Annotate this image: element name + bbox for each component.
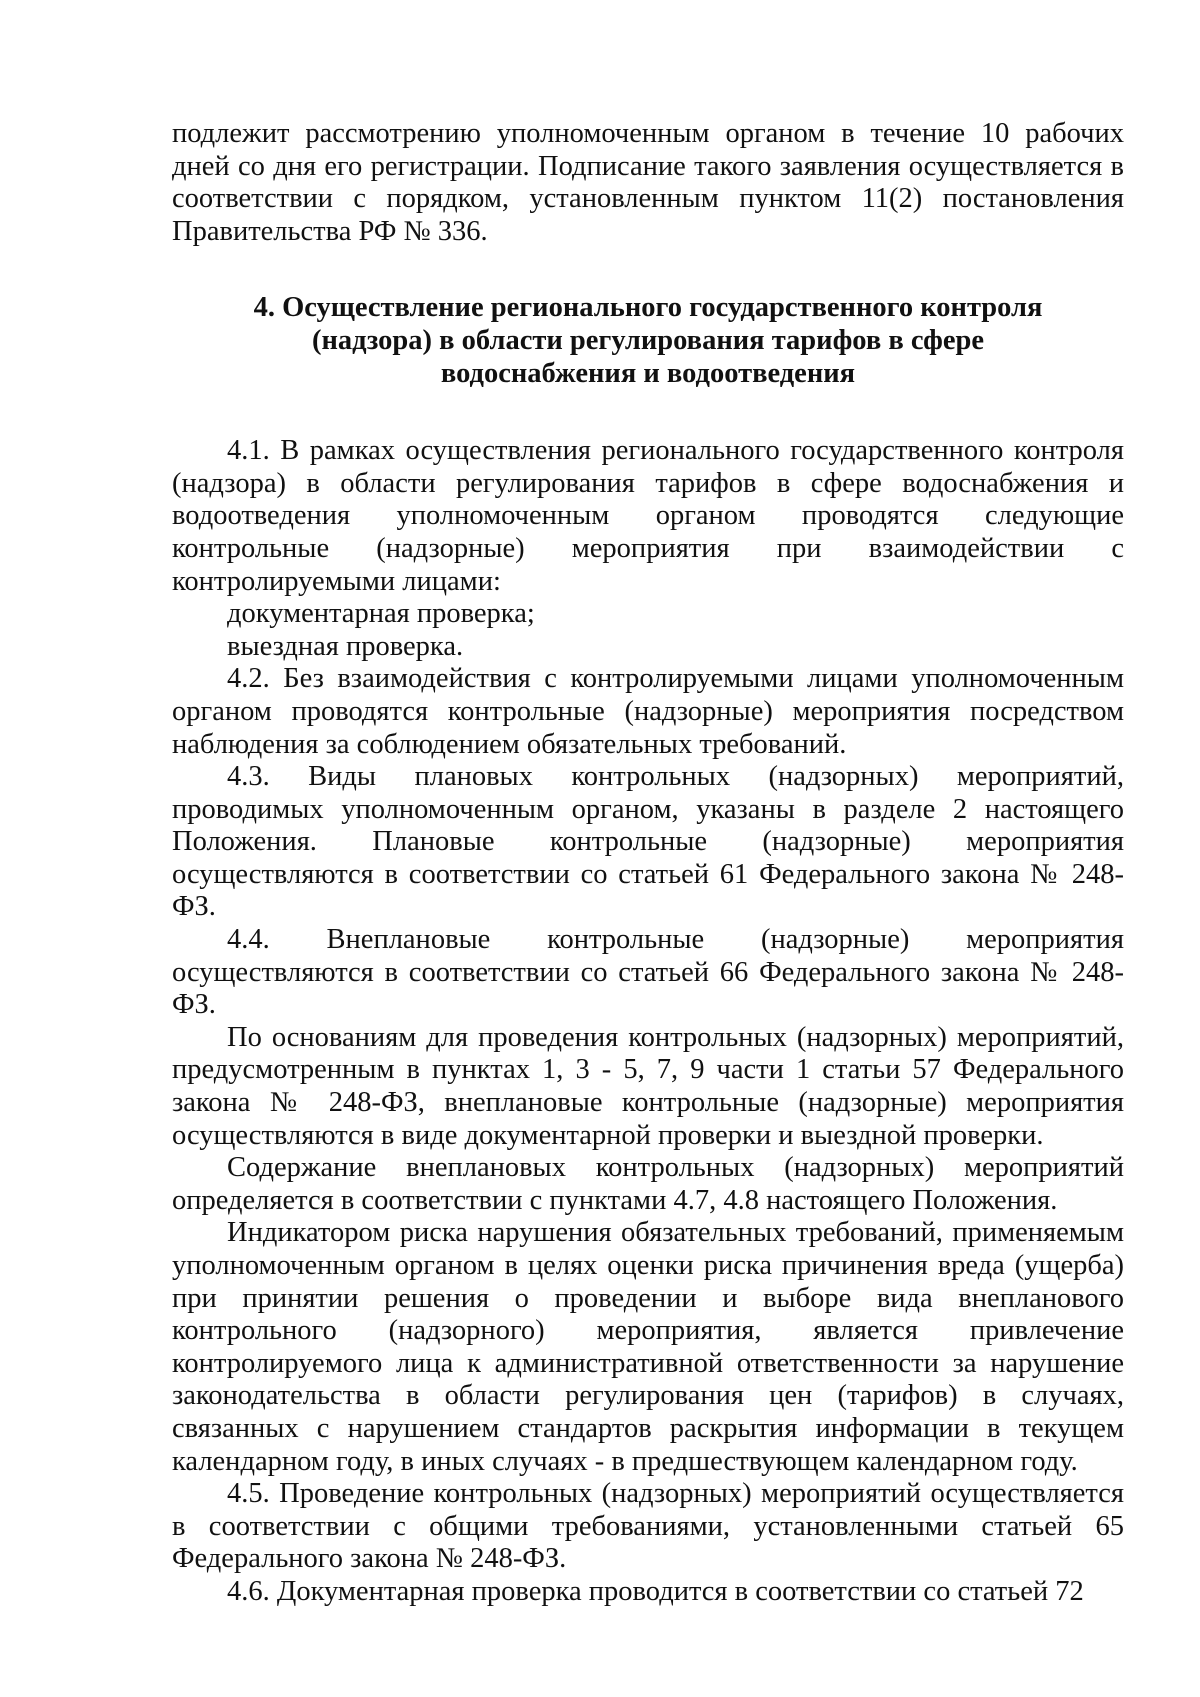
paragraph-4-5: 4.5. Проведение контрольных (надзорных) мероприятий осуществляется в соответствии с общими требованиями, установленными статьей 65 Федерального закона № 248-ФЗ. — [172, 1478, 1124, 1575]
paragraph-content: Содержание внеплановых контрольных (надзорных) мероприятий определяется в соответствии с пунктами 4.7, 4.8 настоящего Положения. — [172, 1152, 1124, 1216]
section-heading-line-3: водоснабжения и водоотведения — [440, 357, 856, 389]
list-item-field-check: выездная проверка. — [227, 630, 464, 662]
paragraph-4-4: 4.4. Внеплановые контрольные (надзорные) мероприятия осуществляются в соответствии со статьей 66 Федерального закона № 248-ФЗ. — [172, 924, 1124, 1021]
paragraph-4-3: 4.3. Виды плановых контрольных (надзорных) мероприятий, проводимых уполномоченным органом, указаны в разделе 2 настоящего Положения. Плановые контрольные (надзорные) мероприятия осуществляются в соответствии со статьей 61 Федерального закона № 248-ФЗ. — [172, 761, 1124, 923]
paragraph-4-2: 4.2. Без взаимодействия с контролируемыми лицами уполномоченным органом проводятся контрольные (надзорные) мероприятия посредством наблюдения за соблюдением обязательных требований. — [172, 663, 1124, 760]
section-heading-line-2: (надзора) в области регулирования тарифов в сфере — [311, 324, 985, 356]
paragraph-grounds: По основаниям для проведения контрольных (надзорных) мероприятий, предусмотренным в пунктах 1, 3 - 5, 7, 9 части 1 статьи 57 Федерального закона № 248-ФЗ, внеплановые контрольные (надзорные) мероприятия осуществляются в виде документарной проверки и выездной проверки. — [172, 1021, 1124, 1151]
section-heading-line-1: 4. Осуществление регионального государственного контроля — [253, 292, 1043, 324]
intro-paragraph: подлежит рассмотрению уполномоченным органом в течение 10 рабочих дней со дня его регистрации. Подписание такого заявления осуществляется в соответствии с порядком, установленным пунктом 11(2) постановления Правительства РФ № 336. — [172, 118, 1124, 247]
section-heading — [172, 292, 1124, 390]
paragraph-risk-indicator: Индикатором риска нарушения обязательных требований, применяемым уполномоченным органом в целях оценки риска причинения вреда (ущерба) при принятии решения о проведении и выборе вида внепланового контрольного (надзорного) мероприятия, является привлечение контролируемого лица к административной ответственности за нарушение законодательства в области регулирования цен (тарифов) в случаях, связанных с нарушением стандартов раскрытия информации в текущем календарном году, в иных случаях - в предшествующем календарном году. — [172, 1217, 1124, 1477]
paragraph-4-1: 4.1. В рамках осуществления регионального государственного контроля (надзора) в области регулирования тарифов в сфере водоснабжения и водоотведения уполномоченным органом проводятся следующие контрольные (надзорные) мероприятия при взаимодействии с контролируемыми лицами: — [172, 435, 1124, 597]
document-page — [172, 118, 1124, 1609]
list-item-documentary-check: документарная проверка; — [227, 598, 535, 630]
paragraph-4-6: 4.6. Документарная проверка проводится в соответствии со статьей 72 — [227, 1575, 1084, 1607]
